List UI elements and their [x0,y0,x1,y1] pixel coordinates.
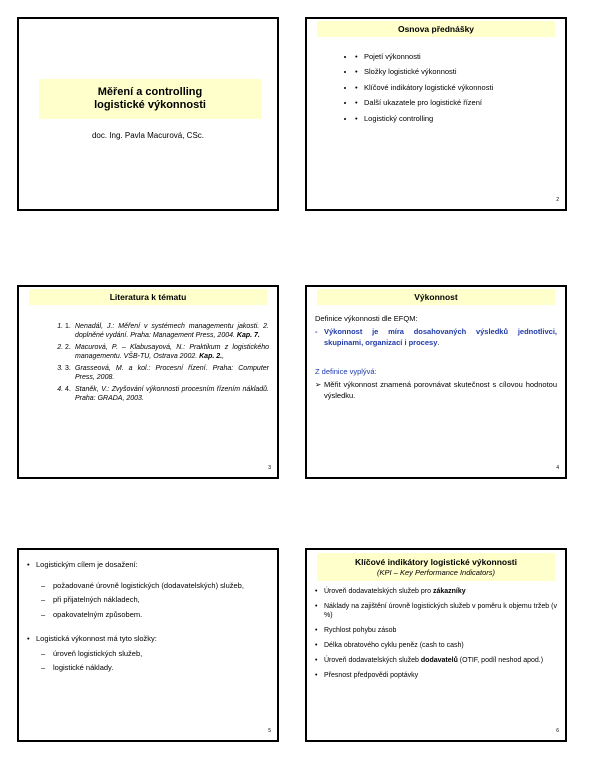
sub-item: – při přijatelných nákladech, [41,595,140,604]
list-item: • • Složky logistické výkonnosti [355,67,559,76]
sub-item: – úroveň logistických služeb, [41,648,143,658]
list-item: • Rychlost pohybu zásob [315,627,397,634]
page-number: 3 [268,465,271,471]
conclusion-label: Z definice vyplývá: [315,367,377,376]
list-item: • Úroveň dodavatelských služeb dodavatelů (OTIF, podíl neshod apod.) [315,657,544,664]
item-text: při přijatelných nákladech, [53,595,140,604]
list-item: • Logistickým cílem je dosažení: [27,560,138,569]
page-number: 2 [556,197,559,203]
item-text: úroveň logistických služeb, [53,648,143,658]
item-text: Délka obratového cyklu peněz (cash to cash) [324,642,464,649]
ref-number: 3. 3. [65,365,71,372]
item-text: požadované úrovně logistických (dodavatelských) služeb, [53,580,244,590]
reference-item [65,344,269,361]
ref-tail: , [222,352,225,360]
item-tail: (OTIF, podíl neshod apod.) [457,657,544,664]
slide-content [27,560,269,674]
slide-5 [17,548,279,742]
reference-item [65,365,269,382]
item-text: Logistická výkonnost má tyto složky: [36,634,157,643]
reference-item [65,386,269,403]
slide-3 [17,285,279,479]
page-number: 4 [556,465,559,471]
ref-number: 2. 2. [65,344,71,351]
list-item: • • Další ukazatele pro logistické řízení [355,98,559,107]
title-line-1: Měření a controlling [97,86,203,98]
item-text: opakovatelným způsobem. [53,609,143,619]
slide-4 [305,285,567,479]
sub-item: – opakovatelným způsobem. [41,609,143,619]
list-item: • Náklady na zajištění úrovně logistických služeb v poměru k objemu tržeb (v %) [315,603,557,619]
item-text: Úroveň dodavatelských služeb pro [324,588,433,595]
list-item: • • Klíčové indikátory logistické výkonnosti [355,83,559,92]
arrow-bullet-icon: ➢ [315,380,322,389]
ref-text: Staněk, V.: Zvyšování výkonnosti procesním řízením nákladů. Praha: GRADA, 2003. [75,386,269,402]
slide-title: Výkonnost [317,289,555,305]
item-bold: dodavatelů [420,657,458,664]
item-text: Náklady na zajištění úrovně logistických služeb v poměru k objemu tržeb (v %) [324,603,557,619]
conclusion-body: Měřit výkonnost znamená porovnávat skutečnost s cílovou hodnotou výsledku. [324,380,557,400]
author: doc. Ing. Pavla Macurová, CSc. [91,131,205,140]
slide-2 [305,17,567,211]
sub-item: – požadované úrovně logistických (dodavatelských) služeb, [41,580,244,590]
ref-chapter: Kap. 7. [236,331,260,339]
item-text: Úroveň dodavatelských služeb [324,657,421,664]
ref-number: 1. 1. [65,323,71,330]
definition-text [315,326,557,348]
ref-chapter: Kap. 2. [199,352,223,360]
list-item: • • Logistický controlling [355,114,559,123]
kpi-list [315,587,557,686]
list-item: • Délka obratového cyklu peněz (cash to cash) [315,642,464,649]
definition-intro: Definice výkonnosti dle EFQM: [315,314,418,323]
list-item: • Logistická výkonnost má tyto složky: [27,634,157,643]
list-item: • • Pojetí výkonnosti [355,52,559,61]
definition-body: Výkonnost je míra dosahovaných výsledků jednotlivci, skupinami, organizací i procesy [324,327,557,347]
item-text: logistické náklady. [53,663,114,672]
item-bold: zákazníky [432,588,466,595]
title-box [39,79,261,119]
list-item: • Přesnost předpovědi poptávky [315,672,419,679]
slide-title-box [317,553,555,581]
outline-list [315,52,559,130]
reference-item [65,323,269,340]
item-text: Rychlost pohybu zásob [324,627,397,634]
slide-subtitle: (KPI – Key Performance Indicators) [377,568,495,577]
page-number: 5 [268,728,271,734]
slide-title: Literatura k tématu [29,289,267,305]
sub-item: – logistické náklady. [41,663,114,672]
slide-6 [305,548,567,742]
definition-period: . [437,338,440,347]
dash-marker: - [315,327,318,336]
ref-text: Nenadál, J.: Měření v systémech managementu jakosti. 2. doplněné vydání. Praha: Management Press, 2004. [75,323,269,339]
item-text: Logistickým cílem je dosažení: [36,560,138,569]
ref-text: Grasseová, M. a kol.: Procesní řízení. Praha: Computer Press, 2008. [75,365,269,381]
ref-text: Macurová, P. – Klabusayová, N.: Praktikum z logistického managementu. VŠB-TU, Ostrava 2002. [75,344,269,360]
ref-number: 4. 4. [65,386,71,393]
item-text: Přesnost předpovědi poptávky [324,672,419,679]
list-item: • Úroveň dodavatelských služeb pro zákazníky [315,588,466,595]
title-line-2: logistické výkonnosti [94,99,206,111]
slide-title: Osnova přednášky [317,21,555,37]
slide-title: Klíčové indikátory logistické výkonnosti [354,557,518,567]
conclusion-text [315,379,557,401]
page-number: 6 [556,728,559,734]
reference-list [25,323,269,407]
slide-1 [17,17,279,211]
